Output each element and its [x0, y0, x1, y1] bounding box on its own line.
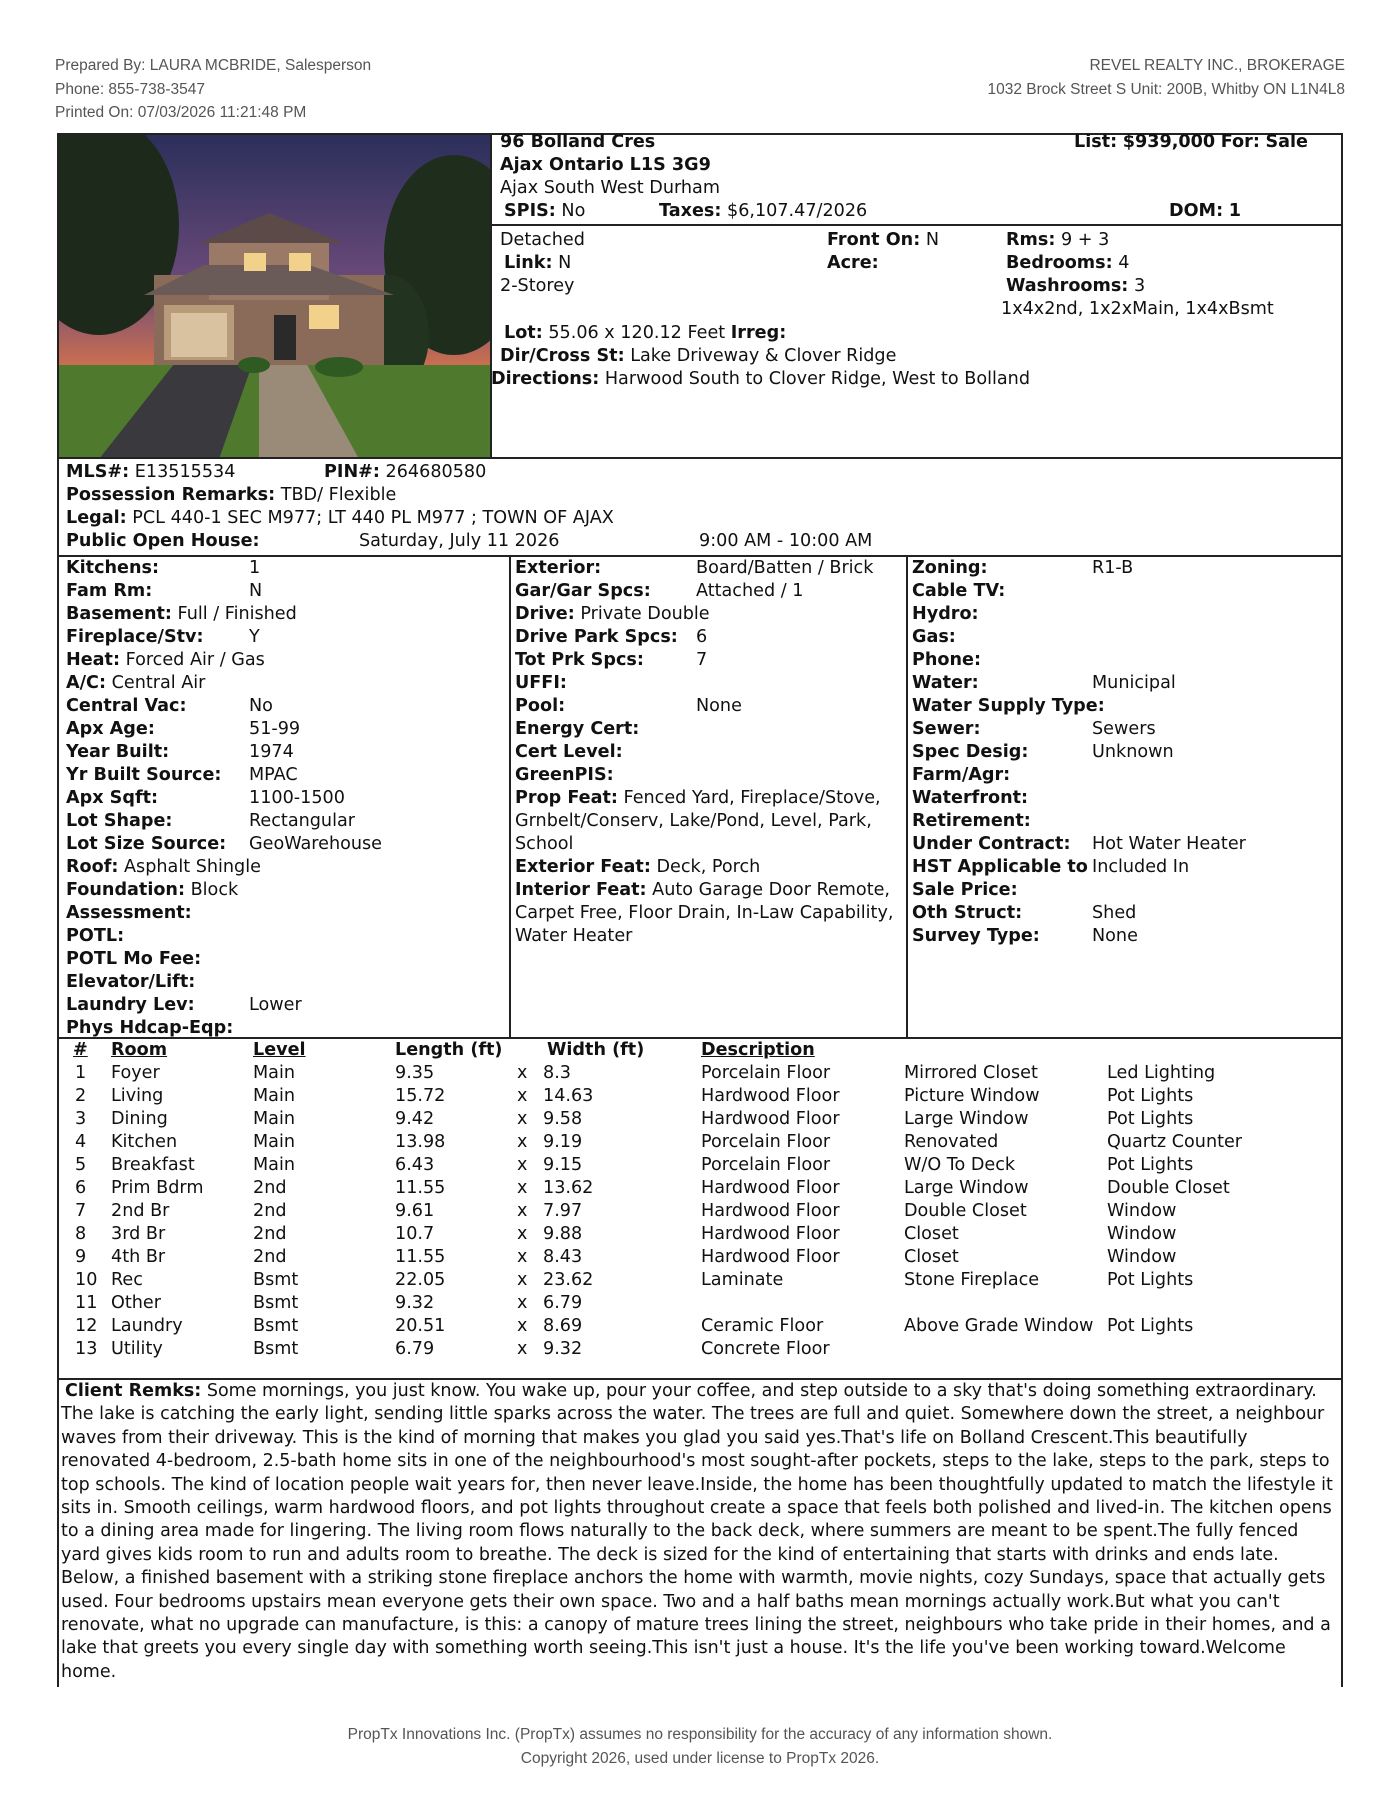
- directions: Directions: Harwood South to Clover Ridge, West to Bolland: [491, 369, 1030, 389]
- detail-label: Elevator/Lift:: [66, 972, 196, 992]
- rooms-header-level: Level: [253, 1040, 306, 1060]
- room-cell-level: Bsmt: [253, 1293, 299, 1313]
- room-cell-d3: Pot Lights: [1107, 1109, 1194, 1129]
- room-cell-num: 2: [75, 1086, 87, 1106]
- room-cell-num: 12: [75, 1316, 98, 1336]
- detail-label: Zoning:: [912, 558, 988, 578]
- room-cell-width: 6.79: [543, 1293, 583, 1313]
- room-cell-d2: Stone Fireplace: [904, 1270, 1040, 1290]
- room-cell-length: 11.55: [395, 1247, 446, 1267]
- room-cell-width: 9.19: [543, 1132, 583, 1152]
- room-cell-level: Bsmt: [253, 1339, 299, 1359]
- detail-label: Sale Price:: [912, 880, 1018, 900]
- lot-size: Lot: 55.06 x 120.12 Feet Irreg:: [504, 323, 787, 343]
- room-cell-x: x: [517, 1270, 528, 1290]
- room-cell-d1: Hardwood Floor: [701, 1224, 840, 1244]
- room-cell-d2: Above Grade Window: [904, 1316, 1094, 1336]
- room-cell-x: x: [517, 1086, 528, 1106]
- room-cell-d2: W/O To Deck: [904, 1155, 1016, 1175]
- room-cell-d2: Closet: [904, 1247, 959, 1267]
- spis: SPIS: No: [504, 201, 586, 221]
- detail-label: POTL Mo Fee:: [66, 949, 202, 969]
- room-cell-width: 23.62: [543, 1270, 594, 1290]
- detail-row: Basement: Full / Finished: [66, 604, 297, 624]
- room-cell-length: 15.72: [395, 1086, 446, 1106]
- client-remarks: Client Remks: Some mornings, you just know. You wake up, pour your coffee, and step outside to a sky that's doing something extraordinary. The lake is catching the early light, sending little sparks across the water. The trees are full and quiet. Somewhere down the street, a neighbour waves from their driveway. This is the kind of morning that makes you glad you said yes.That's life on Bolland Crescent.This beautifully renovated 4-bedroom, 2.5-bath home sits in one of the neighbourhood's most sought-after pockets, steps to the lake, steps to the park, steps to top schools. The kind of location people wait years for, then never leave.Inside, the home has been thoughtfully updated to match the lifestyle it sits in. Smooth ceilings, warm hardwood floors, and pot lights throughout create a space that feels both polished and lived-in. The kitchen opens to a dining area made for lingering. The living room flows naturally to the back deck, where summers are meant to be spent.The fully fenced yard gives kids room to run and adults room to breathe. The deck is sized for the kind of entertaining that starts with drinks and ends late. Below, a finished basement with a striking stone fireplace anchors the home with warmth, movie nights, cozy Sundays, space that actually gets used. Four bedrooms upstairs mean everyone gets their own space. Two and a half baths mean mornings actually work.But what you can't renovate, what no upgrade can manufacture, is this: a canopy of mature trees lining the street, neighbours who take pride in their homes, and a lake that greets you every single day with something worth seeing.This isn't just a house. It's the life you've been working toward.Welcome home.: [61, 1381, 1333, 1682]
- detail-label: Hydro:: [912, 604, 979, 624]
- rooms-header-room: Room: [111, 1040, 168, 1060]
- details-divider-2: [906, 556, 908, 1038]
- room-cell-d3: Pot Lights: [1107, 1086, 1194, 1106]
- footer-disclaimer: PropTx Innovations Inc. (PropTx) assumes no responsibility for the accuracy of any information shown.: [347, 1726, 1053, 1743]
- washrooms: Washrooms: 3: [1006, 276, 1146, 296]
- room-cell-d2: Mirrored Closet: [904, 1063, 1038, 1083]
- washrooms-detail: 1x4x2nd, 1x2xMain, 1x4xBsmt: [1001, 299, 1274, 319]
- room-cell-level: Main: [253, 1155, 295, 1175]
- room-cell-d2: Large Window: [904, 1109, 1029, 1129]
- room-cell-room: Kitchen: [111, 1132, 178, 1152]
- room-cell-room: Utility: [111, 1339, 163, 1359]
- room-cell-room: Other: [111, 1293, 161, 1313]
- detail-label: Kitchens:: [66, 558, 159, 578]
- brokerage-info: [987, 54, 1345, 101]
- rooms-header-num: #: [73, 1040, 88, 1060]
- possession-remarks: Possession Remarks: TBD/ Flexible: [66, 485, 397, 505]
- room-cell-width: 8.43: [543, 1247, 583, 1267]
- room-cell-d3: Double Closet: [1107, 1178, 1230, 1198]
- footer-copyright: Copyright 2026, used under license to PropTx 2026.: [520, 1750, 880, 1767]
- detail-label: Year Built:: [66, 742, 170, 762]
- room-cell-num: 9: [75, 1247, 87, 1267]
- room-cell-num: 3: [75, 1109, 87, 1129]
- detail-label: Lot Size Source:: [66, 834, 227, 854]
- brokerage-name: REVEL REALTY INC., BROKERAGE: [1089, 57, 1345, 74]
- room-cell-d2: Closet: [904, 1224, 959, 1244]
- detail-label: Oth Struct:: [912, 903, 1023, 923]
- photo-divider: [490, 135, 492, 459]
- detail-label: Water Supply Type:: [912, 696, 1105, 716]
- detail-row: Foundation: Block: [66, 880, 239, 900]
- brokerage-address: 1032 Brock Street S Unit: 200B, Whitby ON L1N4L8: [987, 80, 1345, 98]
- detail-label: Fam Rm:: [66, 581, 153, 601]
- room-cell-room: Dining: [111, 1109, 168, 1129]
- taxes: Taxes: $6,107.47/2026: [659, 201, 868, 221]
- detail-row: Heat: Forced Air / Gas: [66, 650, 265, 670]
- room-cell-level: 2nd: [253, 1201, 287, 1221]
- room-cell-d1: Porcelain Floor: [701, 1063, 831, 1083]
- room-cell-room: Laundry: [111, 1316, 183, 1336]
- room-cell-level: 2nd: [253, 1178, 287, 1198]
- detail-value: Sewers: [1092, 719, 1156, 739]
- room-cell-d1: Hardwood Floor: [701, 1201, 840, 1221]
- detail-row: Roof: Asphalt Shingle: [66, 857, 261, 877]
- detail-label: Survey Type:: [912, 926, 1040, 946]
- room-cell-d1: Concrete Floor: [701, 1339, 830, 1359]
- detail-label: Phys Hdcap-Eqp:: [66, 1018, 234, 1038]
- room-cell-room: Foyer: [111, 1063, 160, 1083]
- room-cell-num: 6: [75, 1178, 87, 1198]
- room-cell-d1: Hardwood Floor: [701, 1109, 840, 1129]
- room-cell-num: 11: [75, 1293, 98, 1313]
- room-cell-num: 7: [75, 1201, 87, 1221]
- list-price: List: $939,000 For: Sale: [1074, 132, 1308, 152]
- room-cell-num: 1: [75, 1063, 87, 1083]
- detail-value: 1974: [249, 742, 294, 762]
- preparer-info: [55, 54, 371, 125]
- room-cell-level: 2nd: [253, 1224, 287, 1244]
- detail-label: Gas:: [912, 627, 956, 647]
- detail-row: A/C: Central Air: [66, 673, 206, 693]
- room-cell-width: 9.58: [543, 1109, 583, 1129]
- room-cell-width: 8.3: [543, 1063, 571, 1083]
- room-cell-length: 9.61: [395, 1201, 435, 1221]
- room-cell-room: 3rd Br: [111, 1224, 166, 1244]
- room-cell-num: 4: [75, 1132, 87, 1152]
- legal-description: Legal: PCL 440-1 SEC M977; LT 440 PL M977 ; TOWN OF AJAX: [66, 508, 614, 528]
- room-cell-length: 13.98: [395, 1132, 446, 1152]
- detail-label: Retirement:: [912, 811, 1031, 831]
- photo-bottom-line: [59, 457, 1343, 459]
- room-cell-x: x: [517, 1293, 528, 1313]
- room-cell-width: 14.63: [543, 1086, 594, 1106]
- detail-value: 1: [249, 558, 261, 578]
- room-cell-width: 13.62: [543, 1178, 594, 1198]
- room-cell-width: 9.15: [543, 1155, 583, 1175]
- room-cell-length: 20.51: [395, 1316, 446, 1336]
- detail-label: Yr Built Source:: [66, 765, 222, 785]
- detail-label: Apx Age:: [66, 719, 155, 739]
- mls-number: MLS#: E13515534: [66, 462, 236, 482]
- printed-on: Printed On: 07/03/2026 11:21:48 PM: [55, 104, 307, 121]
- dom: DOM: 1: [1169, 201, 1241, 221]
- detail-label: Apx Sqft:: [66, 788, 159, 808]
- room-cell-room: 2nd Br: [111, 1201, 170, 1221]
- prepared-by: Prepared By: LAURA MCBRIDE, Salesperson: [55, 57, 372, 74]
- detail-value: N: [249, 581, 263, 601]
- room-cell-x: x: [517, 1316, 528, 1336]
- room-cell-level: Main: [253, 1086, 295, 1106]
- cross-street: Dir/Cross St: Lake Driveway & Clover Ridge: [500, 346, 897, 366]
- room-cell-width: 9.32: [543, 1339, 583, 1359]
- detail-value: Rectangular: [249, 811, 355, 831]
- room-cell-length: 9.42: [395, 1109, 435, 1129]
- detail-label: Farm/Agr:: [912, 765, 1011, 785]
- acre: Acre:: [827, 253, 879, 273]
- open-house-date: Saturday, July 11 2026: [359, 531, 560, 551]
- listing-photo: [59, 135, 491, 459]
- room-cell-d3: Quartz Counter: [1107, 1132, 1243, 1152]
- room-cell-d1: Hardwood Floor: [701, 1086, 840, 1106]
- detail-label: Sewer:: [912, 719, 981, 739]
- listing-address: 96 Bolland Cres: [500, 132, 656, 152]
- link: Link: N: [504, 253, 572, 273]
- room-cell-width: 8.69: [543, 1316, 583, 1336]
- room-cell-x: x: [517, 1155, 528, 1175]
- room-cell-room: 4th Br: [111, 1247, 166, 1267]
- detail-label: Lot Shape:: [66, 811, 173, 831]
- room-cell-d1: Porcelain Floor: [701, 1155, 831, 1175]
- room-cell-level: Bsmt: [253, 1316, 299, 1336]
- detail-value: No: [249, 696, 273, 716]
- listing-area: Ajax South West Durham: [500, 178, 720, 198]
- room-cell-d1: Laminate: [701, 1270, 784, 1290]
- room-cell-d3: Window: [1107, 1224, 1177, 1244]
- room-cell-level: 2nd: [253, 1247, 287, 1267]
- bedrooms: Bedrooms: 4: [1006, 253, 1130, 273]
- room-cell-level: Main: [253, 1109, 295, 1129]
- detail-value: None: [1092, 926, 1138, 946]
- detail-value: 51-99: [249, 719, 301, 739]
- room-cell-length: 6.79: [395, 1339, 435, 1359]
- property-type: Detached: [500, 230, 585, 250]
- room-cell-level: Bsmt: [253, 1270, 299, 1290]
- room-cell-length: 6.43: [395, 1155, 435, 1175]
- detail-label: Fireplace/Stv:: [66, 627, 204, 647]
- rooms-header-width: Width (ft): [547, 1040, 645, 1060]
- room-cell-length: 22.05: [395, 1270, 446, 1290]
- detail-label: Central Vac:: [66, 696, 187, 716]
- room-cell-d1: Hardwood Floor: [701, 1247, 840, 1267]
- room-cell-x: x: [517, 1224, 528, 1244]
- room-cell-length: 10.7: [395, 1224, 435, 1244]
- room-cell-d3: Window: [1107, 1201, 1177, 1221]
- room-cell-x: x: [517, 1247, 528, 1267]
- room-cell-room: Prim Bdrm: [111, 1178, 204, 1198]
- room-cell-x: x: [517, 1063, 528, 1083]
- room-cell-room: Rec: [111, 1270, 143, 1290]
- room-cell-num: 5: [75, 1155, 87, 1175]
- rooms-header-description: Description: [701, 1040, 815, 1060]
- room-cell-level: Main: [253, 1132, 295, 1152]
- listing-sheet: 96 Bolland Cres Ajax Ontario L1S 3G9 Ajax South West Durham List: $939,000 For: Sale SPIS: No Taxes: $6,107.47/2026 DOM: 1 Detached Link: N 2-Storey Front On: N Acre: Rms: 9 + 3 Bedrooms: 4 Washrooms: 3 1x4x2nd, 1x2xMain, 1x4xBsmt Lot: 55.06 x 120.12 Feet Irreg: Dir/Cross St: Lake Driveway & Clover Ridge Directions: Harwood South to Clover Ridge, West to Bolland MLS#: E13515534 PIN#: 264680580 Possession Remarks: TBD/ Flexible Legal: PCL 440-1 SEC M977; LT 440 PL M977 ; TOWN OF AJAX Public Open House: Saturday, July 11 2026 9:00 AM - 10:00 AM Kitchens: 1 Fam Rm: N Basement: Full / Finished Fireplace/Stv: Y Heat: Forced Air / Gas A/C: Central Air Central Vac: No Apx Age: 51-99 Year Built: 1974 Yr Built Source: MPAC Apx Sqft: 1100-1500 Lot Shape: Rectangular Lot Size Source: GeoWarehouse Roof: Asphalt Shingle Foundation: Block Assessment: POTL: POTL Mo Fee: Elevator/Lift: Laundry Lev: Lower Phys Hdcap-Eqp: Exterior: Board/Batten / Brick Gar/Gar Spcs: Attached / 1 Drive: Private Double Drive Park Spcs: 6 Tot Prk Spcs: 7 UFFI: Pool: None Energy Cert: Cert Level: GreenPIS: Prop Feat: Fenced Yard, Fireplace/Stove, Grnbelt/Conserv, Lake/Pond, Level, Park, School Exterior Feat: Deck, Porch Interior Feat: Auto Garage Door Remote, Carpet Free, Floor Drain, In-Law Capability, Water Heater Zoning: R1-B Cable TV: Hydro: Gas: Phone: Water: Municipal Water Supply Type: Sewer: Sewers Spec Desig: Unknown Farm/Agr: Waterfront: Retirement: Under Contract: Hot Water Heater HST Applicable to Included In Sale Price: Oth Struct: Shed Survey Type: None # Room Level Length (ft) Width (ft) Description 1 Foyer Main 9.35 x 8.3 Porcelain Floor Mirrored Closet Led Lighting 2 Living Main 15.72 x 14.63 Hardwood Floor Picture Window Pot Lights 3 Dining Main 9.42 x 9.58 Hardwood Floor Large Window Pot Lights 4 Kitchen Main 13.98 x 9.19 Porcelain Floor Renovated Quartz Counter 5 Breakfast Main 6.43 x 9.15 Porcelain Floor W/O To Deck Pot Lights 6 Prim Bdrm 2nd 11.55 x 13.62 Hardwood Floor Large Window Double Closet 7 2nd Br 2nd 9.61 x 7.97 Hardwood Floor Double Closet Window 8 3rd Br 2nd 10.7 x 9.88 Hardwood Floor Closet Window 9 4th Br 2nd 11.55 x 8.43 Hardwood Floor Closet Window 10 Rec Bsmt 22.05 x 23.62 Laminate Stone Fireplace Pot Lights 11 Other Bsmt 9.32 x 6.79 12 Laundry Bsmt 20.51 x 8.69 Ceramic Floor Above Grade Window Pot Lights 13 Utility Bsmt 6.79 x 9.32 Concrete Floor Client Remks: Some mornings, you just know. You wake up, pour your coffee, and step outside to a sky that's doing something extraordinary. The lake is catching the early light, sending little sparks across the water. The trees are full and quiet. Somewhere down the street, a neighbour waves from their driveway. This is the kind of morning that makes you glad you said yes.That's life on Bolland Crescent.This beautifully renovated 4-bedroom, 2.5-bath home sits in one of the neighbourhood's most sought-after pockets, steps to the lake, steps to the park, steps to top schools. The kind of location people wait years for, then never leave.Inside, the home has been thoughtfully updated to match the lifestyle it sits in. Smooth ceilings, warm hardwood floors, and pot lights throughout create a space that feels both polished and lived-in. The kitchen opens to a dining area made for lingering. The living room flows naturally to the back deck, where summers are meant to be spent.The fully fenced yard gives kids room to run and adults room to breathe. The deck is sized for the kind of entertaining that starts with drinks and ends late. Below, a finished basement with a striking stone fireplace anchors the home with warmth, movie nights, cozy Sundays, space that actually gets used. Four bedrooms upstairs mean everyone gets their own space. Two and a half baths mean mornings actually work.But what you can't renovate, what no upgrade can manufacture, is this: a canopy of mature trees lining the street, neighbours who take pride in their homes, and a lake that greets you every single day with something worth seeing.This isn't just a house. It's the life you've been working toward.Welcome home.: [57, 133, 1343, 1687]
- detail-value: Y: [249, 627, 260, 647]
- room-cell-length: 11.55: [395, 1178, 446, 1198]
- detail-label: Phone:: [912, 650, 982, 670]
- detail-label: Under Contract:: [912, 834, 1071, 854]
- header-divider: [491, 224, 1343, 226]
- room-cell-room: Breakfast: [111, 1155, 195, 1175]
- detail-value: GeoWarehouse: [249, 834, 383, 854]
- room-cell-d3: Pot Lights: [1107, 1155, 1194, 1175]
- room-cell-x: x: [517, 1132, 528, 1152]
- room-cell-x: x: [517, 1178, 528, 1198]
- room-cell-d1: Hardwood Floor: [701, 1178, 840, 1198]
- rooms-header-length: Length (ft): [395, 1040, 503, 1060]
- room-cell-d3: Window: [1107, 1247, 1177, 1267]
- room-cell-d3: Pot Lights: [1107, 1316, 1194, 1336]
- detail-label: Water:: [912, 673, 979, 693]
- room-cell-level: Main: [253, 1063, 295, 1083]
- room-cell-x: x: [517, 1109, 528, 1129]
- preparer-phone: Phone: 855-738-3547: [55, 80, 205, 98]
- room-cell-num: 13: [75, 1339, 98, 1359]
- detail-label: Laundry Lev:: [66, 995, 195, 1015]
- room-cell-d1: Porcelain Floor: [701, 1132, 831, 1152]
- listing-city: Ajax Ontario L1S 3G9: [500, 155, 711, 175]
- room-cell-num: 8: [75, 1224, 87, 1244]
- house-photo-illustration: [59, 135, 491, 459]
- detail-label: Assessment:: [66, 903, 192, 923]
- detail-value: Included In: [1092, 857, 1190, 877]
- room-cell-length: 9.35: [395, 1063, 435, 1083]
- detail-value: R1-B: [1092, 558, 1134, 578]
- detail-value: Hot Water Heater: [1092, 834, 1246, 854]
- detail-value: Municipal: [1092, 673, 1176, 693]
- room-cell-width: 9.88: [543, 1224, 583, 1244]
- detail-label: Waterfront:: [912, 788, 1029, 808]
- detail-value: MPAC: [249, 765, 298, 785]
- room-cell-length: 9.32: [395, 1293, 435, 1313]
- open-house-label: Public Open House:: [66, 531, 260, 551]
- detail-label: Cable TV:: [912, 581, 1006, 601]
- room-cell-d3: Led Lighting: [1107, 1063, 1216, 1083]
- open-house-time: 9:00 AM - 10:00 AM: [699, 531, 873, 551]
- room-cell-d2: Picture Window: [904, 1086, 1040, 1106]
- details-divider-1: [509, 556, 511, 1038]
- room-cell-d2: Large Window: [904, 1178, 1029, 1198]
- room-cell-room: Living: [111, 1086, 164, 1106]
- room-cell-width: 7.97: [543, 1201, 583, 1221]
- detail-value: Unknown: [1092, 742, 1174, 762]
- room-cell-d2: Renovated: [904, 1132, 999, 1152]
- rooms-count: Rms: 9 + 3: [1006, 230, 1110, 250]
- property-style: 2-Storey: [500, 276, 575, 296]
- room-cell-num: 10: [75, 1270, 98, 1290]
- detail-value: Shed: [1092, 903, 1137, 923]
- room-cell-x: x: [517, 1201, 528, 1221]
- detail-value: 1100-1500: [249, 788, 345, 808]
- detail-label: POTL:: [66, 926, 125, 946]
- room-cell-x: x: [517, 1339, 528, 1359]
- room-cell-d2: Double Closet: [904, 1201, 1027, 1221]
- detail-label: HST Applicable to: [912, 857, 1088, 877]
- detail-label: Spec Desig:: [912, 742, 1029, 762]
- room-cell-d3: Pot Lights: [1107, 1270, 1194, 1290]
- room-cell-d1: Ceramic Floor: [701, 1316, 824, 1336]
- detail-value: Lower: [249, 995, 302, 1015]
- front-on: Front On: N: [827, 230, 940, 250]
- pin-number: PIN#: 264680580: [324, 462, 487, 482]
